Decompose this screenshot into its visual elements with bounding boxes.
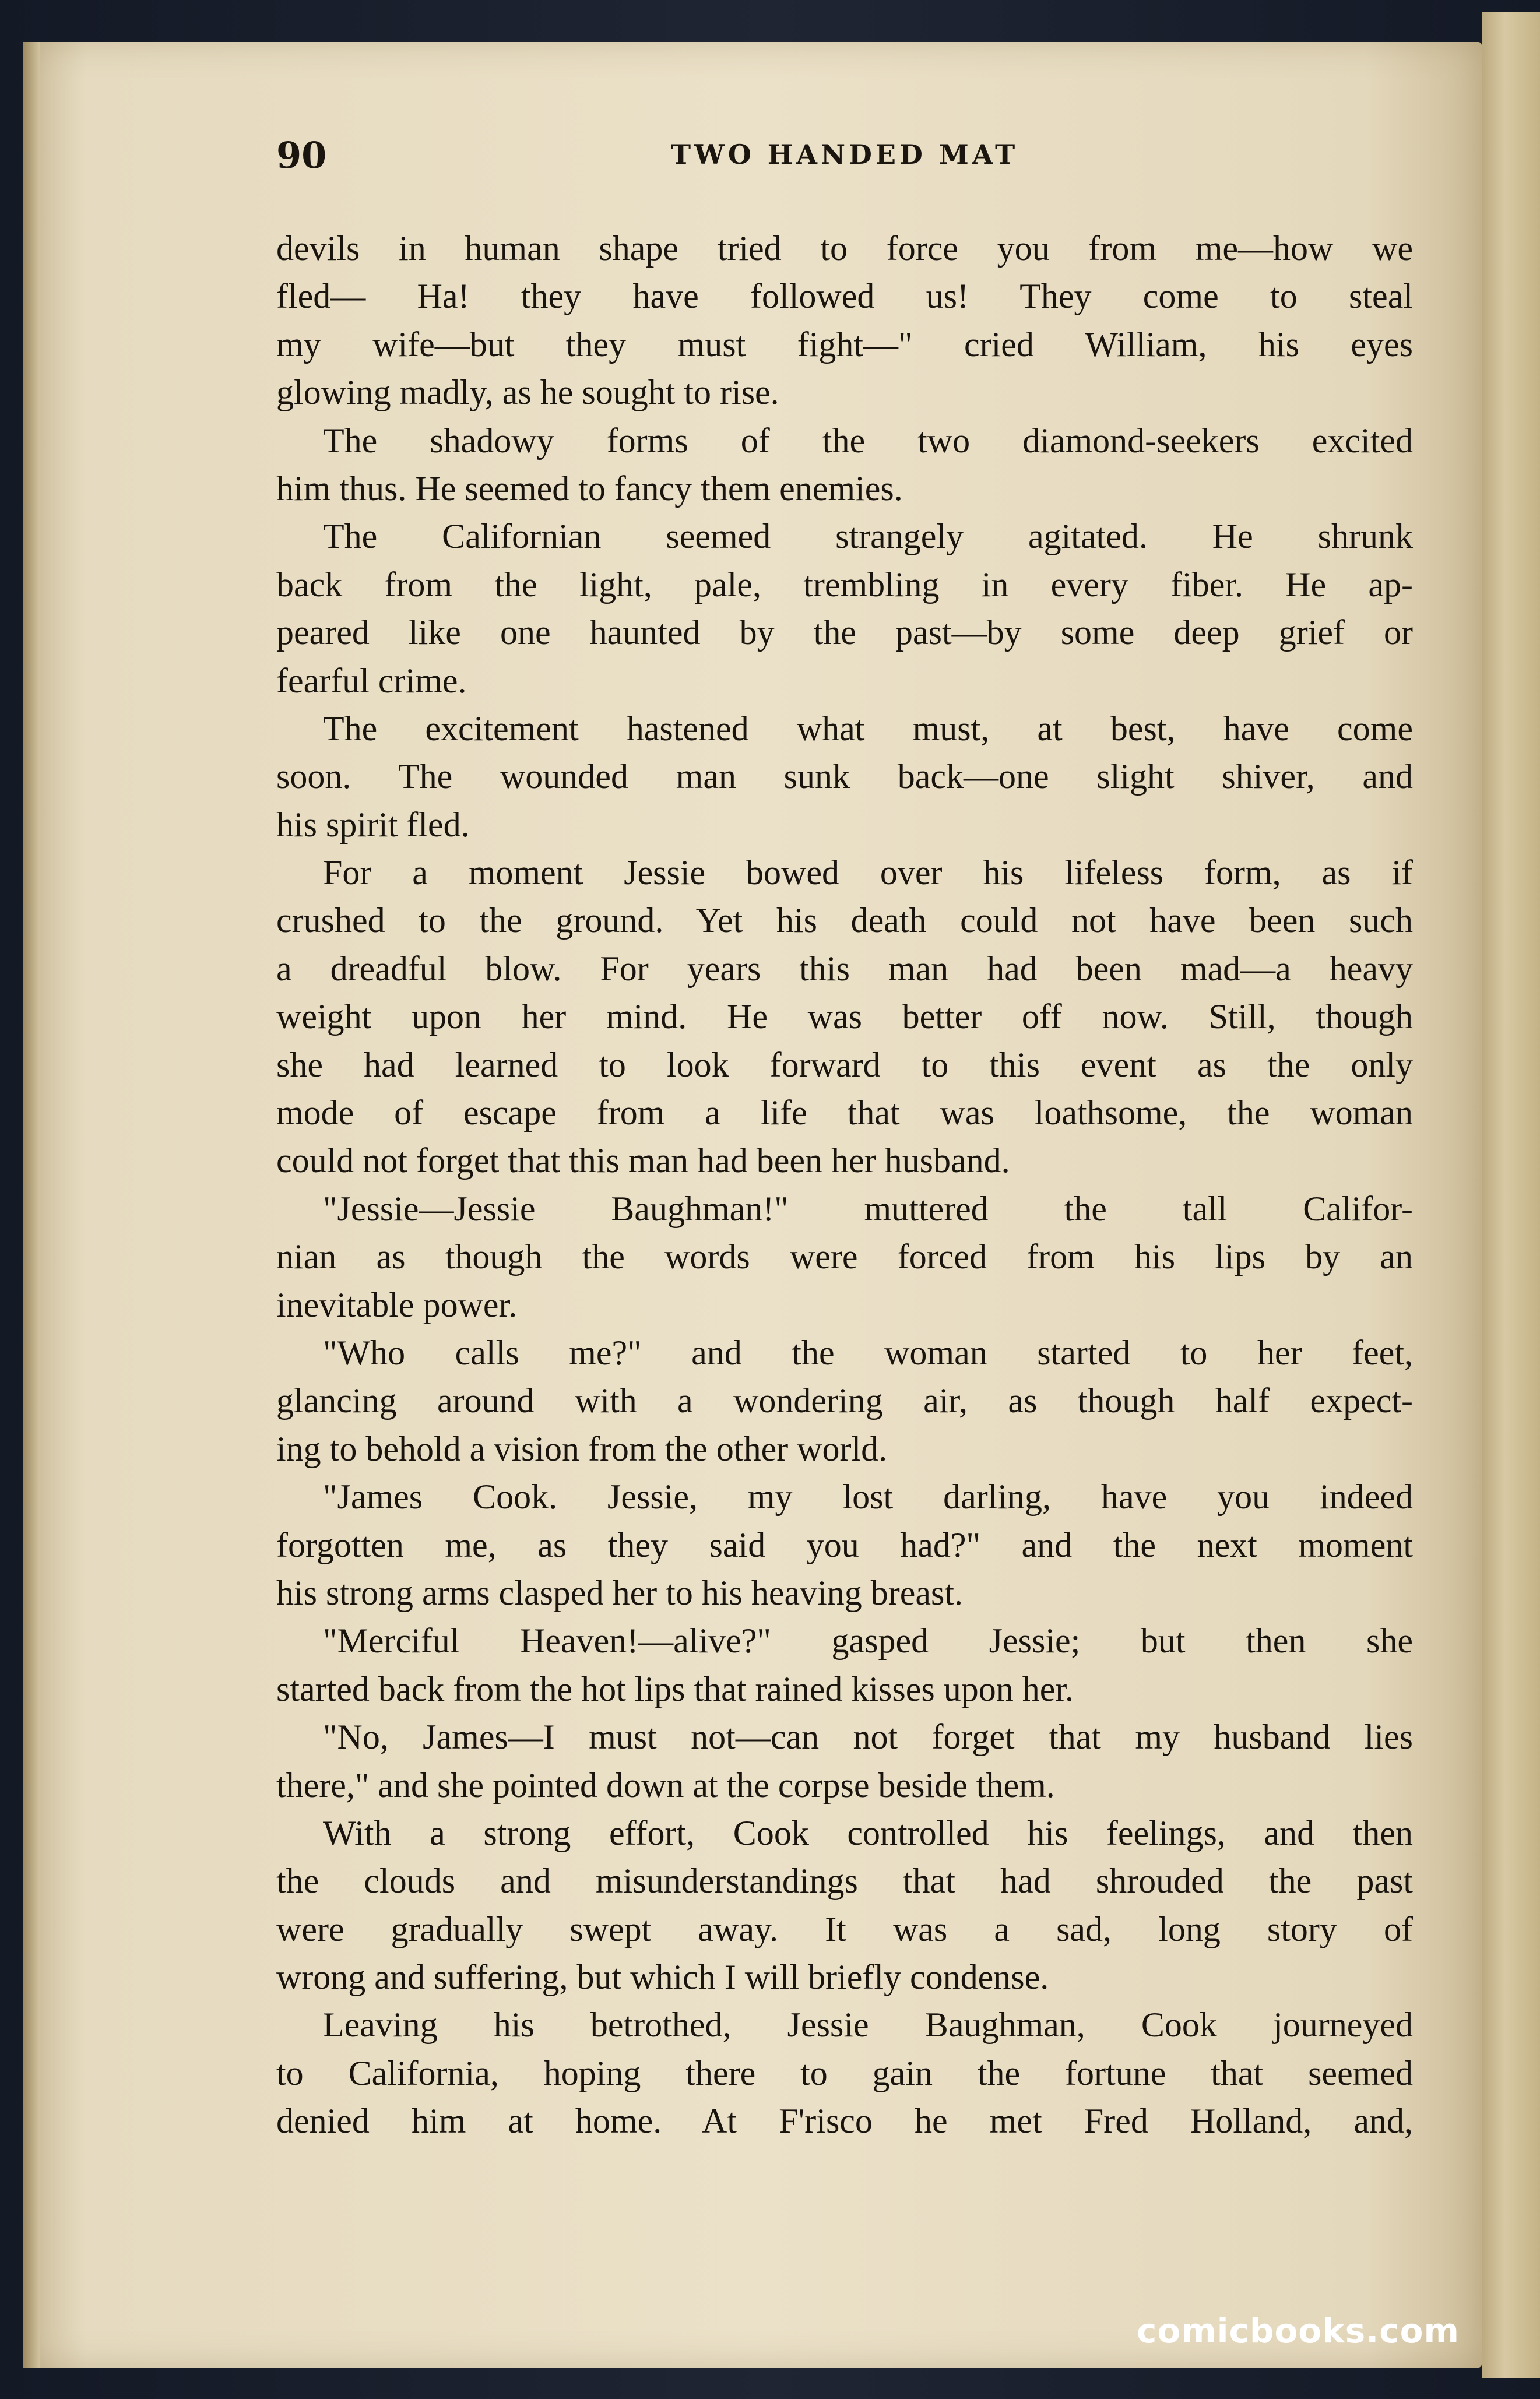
text-line: crushed to the ground. Yet his death could not have been such [276, 901, 1413, 940]
page-edge-right [1482, 12, 1540, 2378]
watermark: comicbooks.com [1137, 2311, 1460, 2351]
text-line: glowing madly, as he sought to rise. [276, 373, 779, 412]
text-line: his strong arms clasped her to his heaving breast. [276, 1573, 964, 1612]
page-edge-left [23, 42, 40, 2368]
text-line: "No, James—I must not—can not forget that my husband lies [323, 1718, 1413, 1757]
page-number: 90 [276, 134, 327, 177]
text-line: to California, hoping there to gain the fortune that seemed [276, 2053, 1413, 2092]
text-line: For a moment Jessie bowed over his lifeless form, as if [323, 853, 1413, 892]
text-line: "James Cook. Jessie, my lost darling, have you indeed [323, 1478, 1413, 1517]
body-text [276, 224, 1413, 2145]
text-line: "Who calls me?" and the woman started to her feet, [323, 1333, 1413, 1372]
text-line: back from the light, pale, trembling in every fiber. He ap- [276, 565, 1413, 604]
text-line: The Californian seemed strangely agitated. He shrunk [323, 517, 1413, 556]
text-line: Leaving his betrothed, Jessie Baughman, Cook journeyed [323, 2006, 1413, 2045]
text-line: the clouds and misunderstandings that had shrouded the past [276, 1862, 1413, 1901]
text-line: mode of escape from a life that was loathsome, the woman [276, 1093, 1413, 1132]
text-line: "Jessie—Jessie Baughman!" muttered the tall Califor- [323, 1189, 1413, 1228]
text-line: With a strong effort, Cook controlled his feelings, and then [323, 1813, 1413, 1852]
text-line: nian as though the words were forced from his lips by an [276, 1237, 1413, 1276]
text-line: The excitement hastened what must, at best, have come [323, 709, 1413, 748]
text-line: forgotten me, as they said you had?" and the next moment [276, 1525, 1413, 1564]
text-line: his spirit fled. [276, 805, 470, 844]
text-line: were gradually swept away. It was a sad, long story of [276, 1909, 1413, 1948]
text-line: fearful crime. [276, 661, 467, 700]
running-title: TWO HANDED MAT [670, 139, 1019, 170]
text-line: inevitable power. [276, 1285, 518, 1324]
text-line: wrong and suffering, but which I will briefly condense. [276, 1958, 1049, 1997]
text-line: The shadowy forms of the two diamond-seekers excited [323, 421, 1413, 460]
text-line: "Merciful Heaven!—alive?" gasped Jessie; but then she [323, 1621, 1413, 1661]
text-line: started back from the hot lips that rained kisses upon her. [276, 1669, 1074, 1708]
text-line: him thus. He seemed to fancy them enemies. [276, 469, 903, 508]
text-line: a dreadful blow. For years this man had been mad—a heavy [276, 949, 1413, 988]
text-line: weight upon her mind. He was better off now. Still, though [276, 997, 1413, 1036]
page-header [276, 134, 1413, 181]
text-line: glancing around with a wondering air, as though half expect- [276, 1381, 1413, 1420]
text-line: there," and she pointed down at the corpse beside them. [276, 1765, 1055, 1804]
text-line: soon. The wounded man sunk back—one slight shiver, and [276, 757, 1413, 796]
text-line: denied him at home. At F'risco he met Fred Holland, and, [276, 2102, 1413, 2141]
text-line: could not forget that this man had been her husband. [276, 1141, 1010, 1180]
text-line: devils in human shape tried to force you from me—how we [276, 229, 1413, 268]
text-line: fled— Ha! they have followed us! They come to steal [276, 277, 1413, 316]
text-line: peared like one haunted by the past—by some deep grief or [276, 613, 1413, 652]
text-line: ing to behold a vision from the other world. [276, 1429, 888, 1468]
text-line: my wife—but they must fight—" cried William, his eyes [276, 325, 1413, 364]
text-line: she had learned to look forward to this event as the only [276, 1045, 1413, 1084]
